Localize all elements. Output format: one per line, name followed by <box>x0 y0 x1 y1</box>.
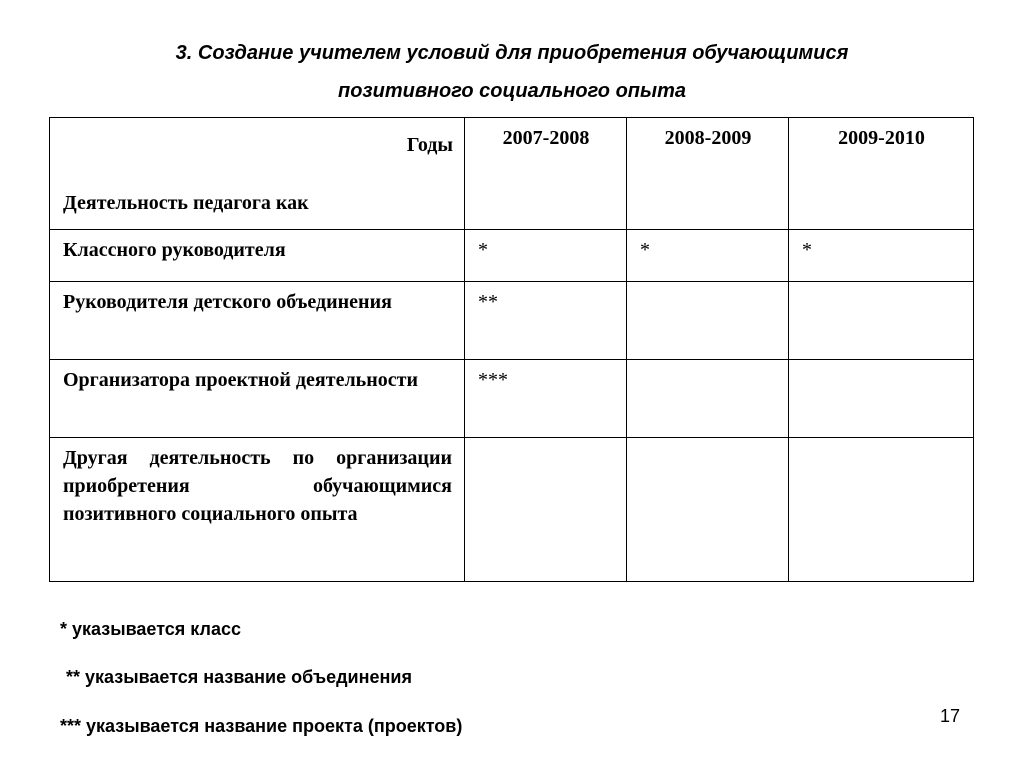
table-row <box>50 282 974 360</box>
page-title <box>0 34 1024 110</box>
table-cell <box>789 282 974 360</box>
year-header-2009-2010: 2009-2010 <box>789 118 974 230</box>
table-header-row <box>50 118 974 230</box>
table-cell <box>465 438 627 582</box>
row-label-association-leader: Руководителя детского объединения <box>50 282 465 360</box>
table-row <box>50 438 974 582</box>
table-cell <box>627 438 789 582</box>
footnote-association: ** указывается название объединения <box>66 667 412 687</box>
table-cell <box>789 360 974 438</box>
years-label: Годы <box>406 134 453 156</box>
row-label-class-teacher: Классного руководителя <box>50 230 465 282</box>
table-cell: * <box>627 230 789 282</box>
activity-table <box>49 117 974 582</box>
title-line-1: 3. Создание учителем условий для приобретения обучающимися <box>175 42 849 64</box>
activity-label: Деятельность педагога как <box>63 192 309 214</box>
footnote-project: *** указывается название проекта (проектов) <box>60 716 463 736</box>
table-cell: * <box>789 230 974 282</box>
year-header-2007-2008: 2007-2008 <box>465 118 627 230</box>
table-row <box>50 230 974 282</box>
footnote-class: * указывается класс <box>60 619 241 639</box>
header-corner-cell <box>50 118 465 230</box>
table-cell: ** <box>465 282 627 360</box>
page-number: 17 <box>940 706 961 726</box>
row-label-other-activity: Другая деятельность по организации приобретения обучающимися позитивного социального опыта <box>50 438 465 582</box>
table-cell: * <box>465 230 627 282</box>
table-cell: *** <box>465 360 627 438</box>
table-cell <box>627 360 789 438</box>
table-cell <box>627 282 789 360</box>
table-cell <box>789 438 974 582</box>
title-line-2: позитивного социального опыта <box>337 80 686 102</box>
row-label-project-organizer: Организатора проектной деятельности <box>50 360 465 438</box>
table-row <box>50 360 974 438</box>
year-header-2008-2009: 2008-2009 <box>627 118 789 230</box>
